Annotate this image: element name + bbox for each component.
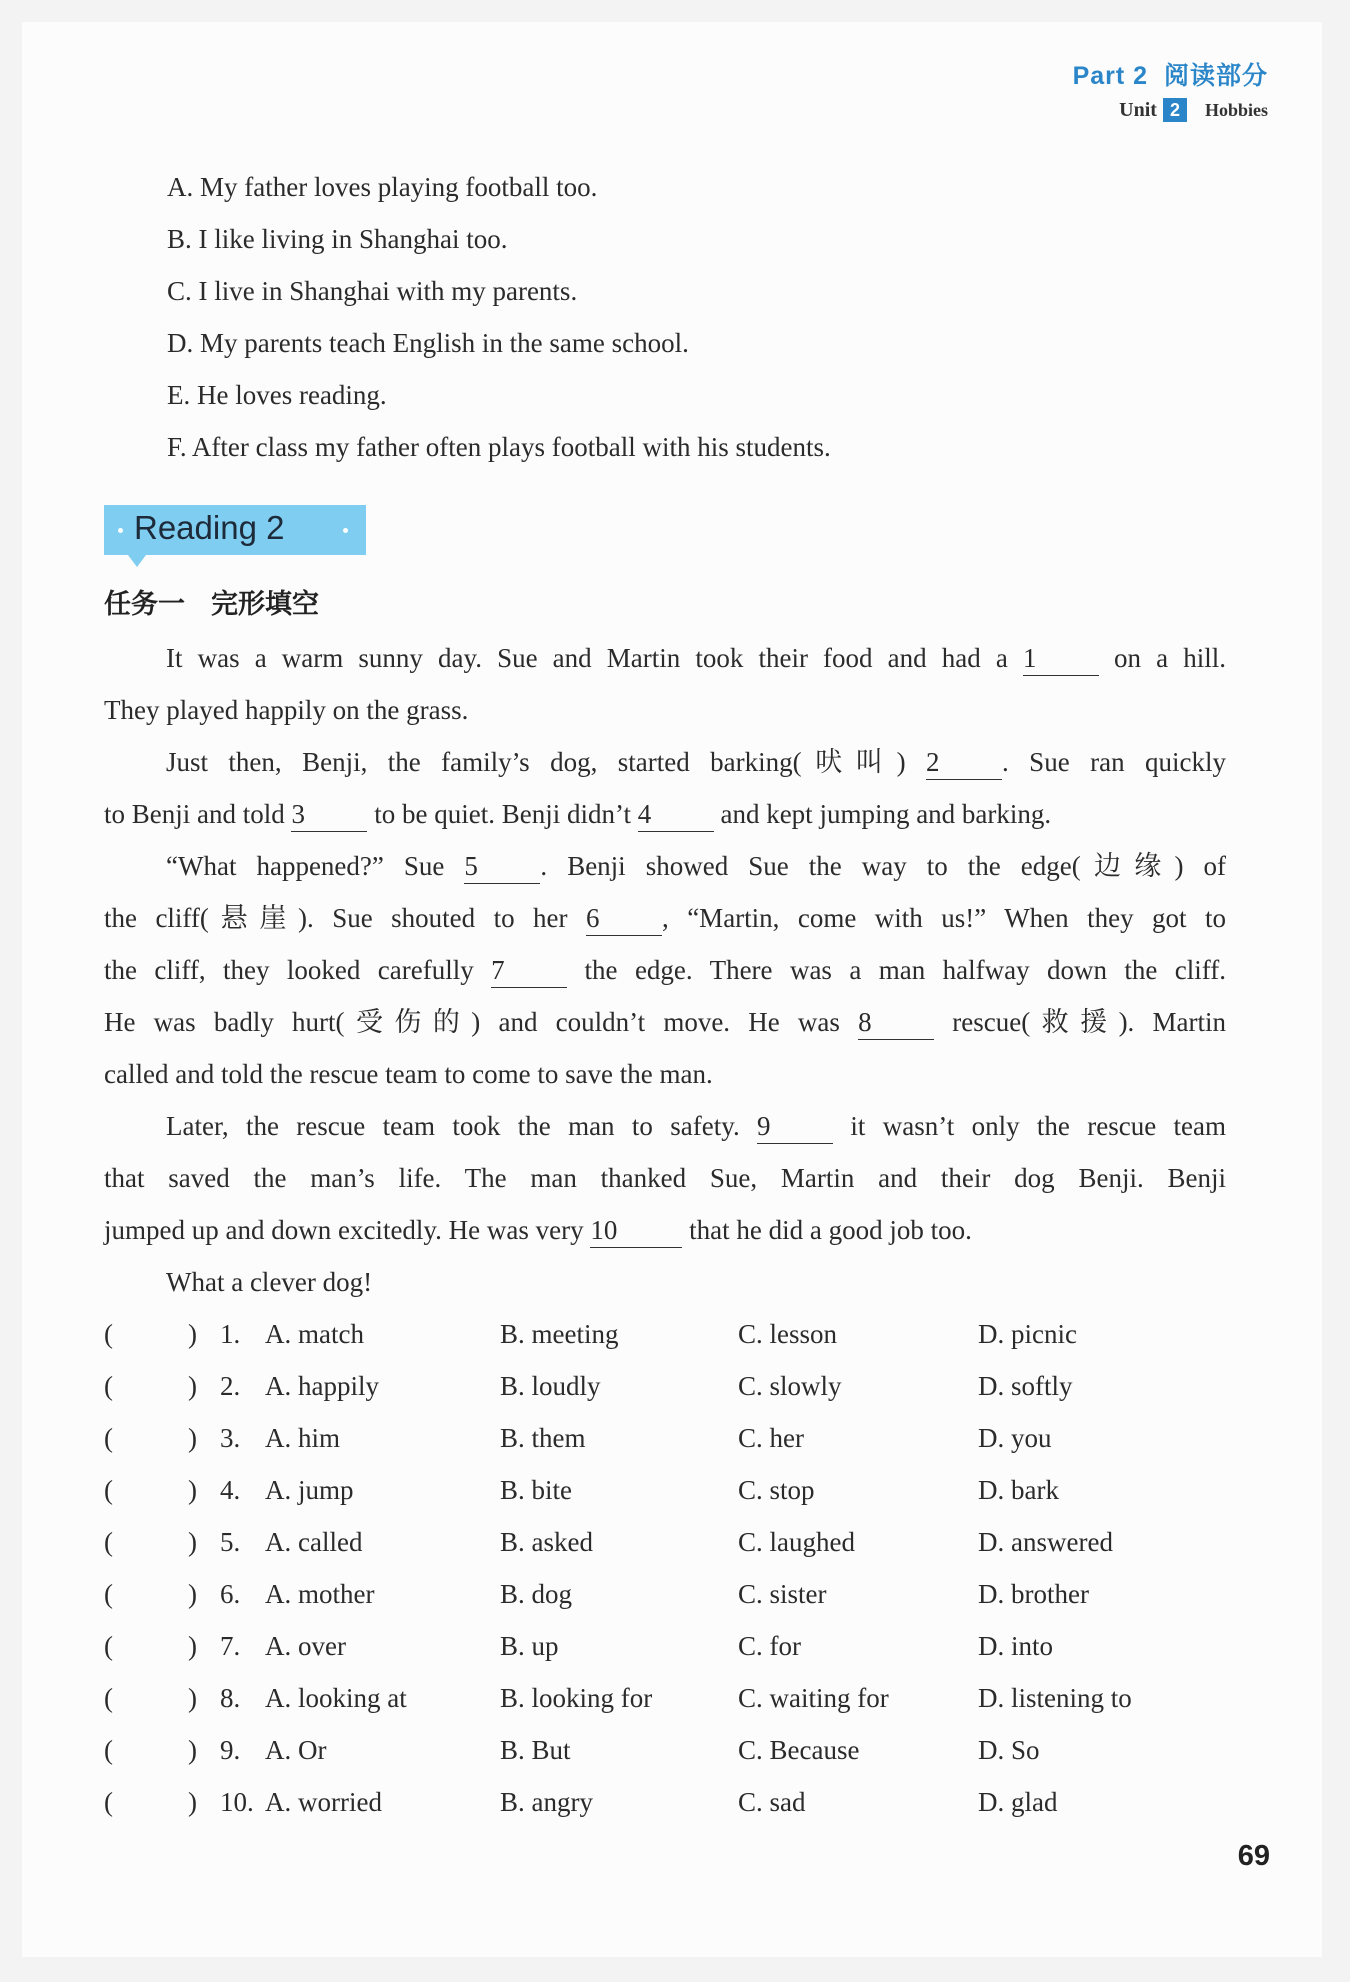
passage-line: Later, the rescue team took the man to safety. 9 it wasn’t only the rescue team — [104, 1100, 1226, 1152]
blank-10: 10 — [590, 1213, 682, 1248]
option-b: B. angry — [500, 1787, 593, 1817]
question-number: 1. — [220, 1319, 241, 1349]
option-d: D. softly — [978, 1371, 1073, 1401]
answer-paren-left[interactable]: ( — [104, 1423, 113, 1453]
question-number: 2. — [220, 1371, 241, 1401]
blank-3: 3 — [291, 797, 367, 832]
option-d: D. you — [978, 1423, 1052, 1453]
option-a: A. over — [265, 1631, 346, 1661]
option-b: B. up — [500, 1631, 559, 1661]
passage-line: called and told the rescue team to come to save the man. — [104, 1059, 713, 1089]
option-c: C. stop — [738, 1475, 815, 1505]
option-c: C. slowly — [738, 1371, 842, 1401]
question-number: 5. — [220, 1527, 241, 1557]
unit-title: Hobbies — [1204, 99, 1268, 120]
option-c: C. sister — [738, 1579, 827, 1609]
answer-options — [104, 1308, 1234, 1828]
answer-paren-left[interactable]: ( — [104, 1371, 113, 1401]
blank-1: 1 — [1023, 641, 1099, 676]
question-row — [104, 1464, 1234, 1516]
passage-line: to Benji and told 3 to be quiet. Benji didn’t 4 and kept jumping and barking. — [104, 788, 1226, 840]
question-row — [104, 1308, 1234, 1360]
question-number: 10. — [220, 1787, 254, 1817]
passage-line: the cliff, they looked carefully 7 the edge. There was a man halfway down the cliff. — [104, 944, 1226, 996]
answer-paren-left[interactable]: ( — [104, 1683, 113, 1713]
option-d: D. So — [978, 1735, 1040, 1765]
question-row — [104, 1360, 1234, 1412]
option-d: D. listening to — [978, 1683, 1132, 1713]
task-label: 任务一 — [104, 589, 185, 620]
answer-paren-left[interactable]: ( — [104, 1475, 113, 1505]
option-a: A. happily — [265, 1371, 379, 1401]
question-number: 7. — [220, 1631, 241, 1661]
unit-heading — [1073, 98, 1268, 122]
question-row — [104, 1620, 1234, 1672]
choice-item: F. After class my father often plays football with his students. — [167, 432, 831, 462]
blank-8: 8 — [858, 1005, 934, 1040]
option-d: D. bark — [978, 1475, 1059, 1505]
passage-line: It was a warm sunny day. Sue and Martin took their food and had a 1 on a hill. — [104, 632, 1226, 684]
blank-7: 7 — [491, 953, 567, 988]
option-b: B. looking for — [500, 1683, 653, 1713]
passage-line: the cliff(悬崖). Sue shouted to her 6 , “Martin, come with us!” When they got to — [104, 892, 1226, 944]
page-number: 69 — [1237, 1840, 1270, 1872]
part-heading — [1073, 56, 1268, 92]
question-row — [104, 1776, 1234, 1828]
option-a: A. him — [265, 1423, 341, 1453]
answer-paren-right: ) — [188, 1423, 197, 1453]
question-number: 4. — [220, 1475, 241, 1505]
blank-5: 5 — [464, 849, 540, 884]
option-a: A. match — [265, 1319, 364, 1349]
unit-label: Unit — [1119, 98, 1157, 121]
choice-item: D. My parents teach English in the same school. — [167, 328, 689, 358]
answer-paren-right: ) — [188, 1631, 197, 1661]
answer-paren-right: ) — [188, 1371, 197, 1401]
question-row — [104, 1724, 1234, 1776]
passage-line: Just then, Benji, the family’s dog, started barking(吠叫) 2 . Sue ran quickly — [104, 736, 1226, 788]
question-number: 8. — [220, 1683, 241, 1713]
option-c: C. laughed — [738, 1527, 855, 1557]
option-c: C. her — [738, 1423, 804, 1453]
option-b: B. dog — [500, 1579, 573, 1609]
passage-line: “What happened?” Sue 5 . Benji showed Sue the way to the edge(边缘) of — [104, 840, 1226, 892]
option-b: B. But — [500, 1735, 571, 1765]
banner-dot-icon — [118, 528, 123, 533]
option-d: D. picnic — [978, 1319, 1077, 1349]
passage-line: He was badly hurt(受伤的) and couldn’t move. He was 8 rescue(救援). Martin — [104, 996, 1226, 1048]
option-a: A. called — [265, 1527, 363, 1557]
blank-4: 4 — [638, 797, 714, 832]
answer-paren-right: ) — [188, 1683, 197, 1713]
option-c: C. lesson — [738, 1319, 838, 1349]
answer-paren-right: ) — [188, 1579, 197, 1609]
option-b: B. asked — [500, 1527, 593, 1557]
answer-paren-right: ) — [188, 1527, 197, 1557]
section-label: 阅读部分 — [1163, 62, 1268, 90]
choice-item: E. He loves reading. — [167, 380, 387, 410]
answer-paren-left[interactable]: ( — [104, 1579, 113, 1609]
blank-2: 2 — [926, 745, 1002, 780]
option-c: C. Because — [738, 1735, 860, 1765]
answer-paren-left[interactable]: ( — [104, 1527, 113, 1557]
sentence-choices — [167, 161, 831, 473]
answer-paren-left[interactable]: ( — [104, 1319, 113, 1349]
option-d: D. brother — [978, 1579, 1089, 1609]
option-a: A. mother — [265, 1579, 375, 1609]
part-label: Part 2 — [1072, 62, 1149, 90]
unit-number-badge: 2 — [1163, 98, 1187, 122]
option-a: A. worried — [265, 1787, 382, 1817]
blank-6: 6 — [586, 901, 662, 936]
question-number: 6. — [220, 1579, 241, 1609]
running-header — [1073, 56, 1268, 122]
option-b: B. them — [500, 1423, 586, 1453]
banner-dot-icon — [343, 528, 348, 533]
choice-item: A. My father loves playing football too. — [167, 172, 598, 202]
cloze-passage — [104, 632, 1226, 1308]
task-heading — [104, 582, 319, 621]
question-row — [104, 1568, 1234, 1620]
question-row — [104, 1516, 1234, 1568]
question-row — [104, 1672, 1234, 1724]
option-d: D. glad — [978, 1787, 1058, 1817]
answer-paren-left[interactable]: ( — [104, 1787, 113, 1817]
blank-9: 9 — [757, 1109, 833, 1144]
option-b: B. loudly — [500, 1371, 601, 1401]
option-d: D. into — [978, 1631, 1054, 1661]
section-banner — [104, 505, 366, 555]
banner-title: Reading 2 — [134, 509, 285, 546]
option-b: B. meeting — [500, 1319, 619, 1349]
question-row — [104, 1412, 1234, 1464]
answer-paren-right: ) — [188, 1319, 197, 1349]
answer-paren-right: ) — [188, 1475, 197, 1505]
choice-item: C. I live in Shanghai with my parents. — [167, 276, 578, 306]
passage-line: jumped up and down excitedly. He was very 10 that he did a good job too. — [104, 1204, 1226, 1256]
passage-line: What a clever dog! — [166, 1267, 373, 1297]
question-number: 9. — [220, 1735, 241, 1765]
option-a: A. jump — [265, 1475, 354, 1505]
option-a: A. looking at — [265, 1683, 407, 1713]
banner-tail — [128, 555, 146, 567]
option-b: B. bite — [500, 1475, 572, 1505]
answer-paren-right: ) — [188, 1787, 197, 1817]
option-c: C. sad — [738, 1787, 806, 1817]
option-a: A. Or — [265, 1735, 327, 1765]
answer-paren-left[interactable]: ( — [104, 1735, 113, 1765]
option-d: D. answered — [978, 1527, 1113, 1557]
option-c: C. waiting for — [738, 1683, 889, 1713]
passage-line: They played happily on the grass. — [104, 695, 469, 725]
answer-paren-left[interactable]: ( — [104, 1631, 113, 1661]
passage-line: that saved the man’s life. The man thanked Sue, Martin and their dog Benji. Benji — [104, 1163, 1226, 1193]
question-number: 3. — [220, 1423, 241, 1453]
option-c: C. for — [738, 1631, 801, 1661]
choice-item: B. I like living in Shanghai too. — [167, 224, 508, 254]
task-name: 完形填空 — [211, 589, 319, 620]
answer-paren-right: ) — [188, 1735, 197, 1765]
